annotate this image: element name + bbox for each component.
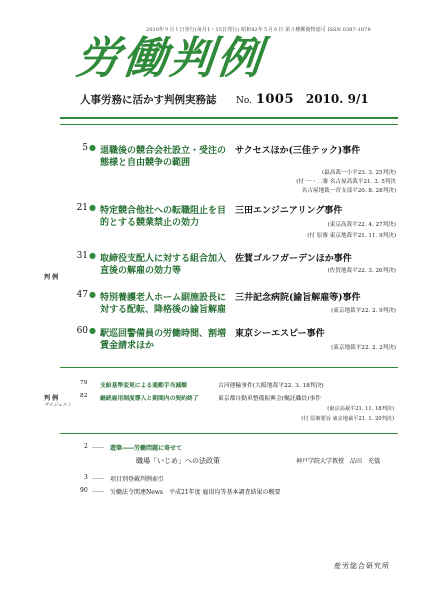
article-page: 21●	[76, 203, 96, 213]
court-info: 名古屋地裁一宮支部平20. 8. 28判決)	[301, 188, 396, 194]
masthead-title: 労働判例	[73, 33, 267, 84]
digest-page: 79	[80, 380, 88, 386]
article-title[interactable]: 退職後の競合会社設立・受注の サクセスほか(三佳テック)事件	[100, 146, 361, 156]
contents-dots: ……	[92, 474, 104, 481]
publisher-name: 産労総合研究所	[334, 562, 390, 570]
article-title-line2: 直後の解雇の効力等	[100, 266, 182, 276]
contents-title[interactable]: 労働法令関連News 平成21年度 雇用均等基本調査結果の概要	[110, 489, 281, 496]
issue-info	[236, 92, 369, 107]
section-label-digest-sub: ダイジェスト	[44, 403, 72, 408]
contents-subtitle: 職場「いじめ」への法政策	[136, 457, 220, 465]
section-label-digest: 判 例	[44, 395, 59, 402]
article-title[interactable]: 特別養護老人ホーム副施設長に 三井記念病院(諭旨解雇等)事件	[100, 293, 361, 303]
issue-number: 1005	[255, 92, 295, 107]
article-title[interactable]: 駅巡回警備員の労働時間、割増 東京シーエスピー事件	[100, 329, 325, 339]
court-info: (付 原審要旨 東京地裁平21. 1. 20判決)	[301, 416, 394, 422]
court-info: (最高裁一小平23. 3. 25判決)	[321, 170, 396, 176]
article-page: 60●	[76, 326, 96, 336]
contents-dots: ……	[92, 443, 104, 450]
header-rule-thin	[60, 124, 398, 125]
tagline: 人事労務に活かす判例実務誌	[80, 94, 217, 106]
court-info: (東京高裁平22. 4. 27判決)	[327, 222, 396, 228]
digest-title[interactable]: 支給基準変更による通勤手当減額	[100, 383, 187, 389]
article-title-line2: 対する配転、降格後の諭旨解雇	[100, 305, 227, 315]
court-info: (付 原審 東京地裁平21. 11. 9判決)	[307, 233, 396, 239]
article-page: 5●	[82, 143, 96, 153]
contents-page: 3	[84, 474, 88, 481]
issue-no-label: No.	[236, 96, 252, 106]
contents-dots: ……	[92, 487, 104, 494]
section-rule	[60, 433, 398, 434]
section-label-hanrei: 判 例	[44, 274, 59, 281]
digest-title[interactable]: 継続雇用制度導入と期間内の契約終了	[100, 396, 199, 402]
article-page: 47●	[76, 290, 96, 300]
court-info: (付 一・二審 名古屋高裁平21. 3. 5判決	[296, 179, 396, 185]
issue-date: 2010. 9/1	[305, 92, 369, 106]
article-title[interactable]: 特定競合他社への転職阻止を目 三田エンジニアリング事件	[100, 206, 343, 216]
court-info: (東京高裁平21. 11. 18判決)	[327, 406, 394, 412]
contents-title[interactable]: 遊筆――労働問題に寄せて	[110, 445, 183, 452]
article-title-line2: 態様と自由競争の範囲	[100, 158, 191, 168]
court-info: (東京地裁平22. 2. 9判決)	[331, 308, 396, 314]
section-rule	[60, 367, 398, 368]
digest-case: 古河運輸事件(大阪地裁平22. 3. 18判決)	[218, 383, 324, 389]
publication-info: 2010年９月１日発行(毎月1・15日発行) 昭和42年５月６日 第３種郵便物認可 ISSN 0387-1878	[146, 27, 371, 33]
article-title[interactable]: 取締役支配人に対する組合加入 佐賀ゴルフガーデンほか事件	[100, 254, 352, 264]
digest-case: 東京都自動車整備振興会(嘱託職員)事件	[218, 396, 322, 402]
article-title-line2: 賃金請求ほか	[100, 341, 155, 351]
contents-title[interactable]: 項目別登載判例索引	[110, 476, 165, 483]
court-info: (東京地裁平22. 2. 2判決)	[331, 345, 396, 351]
article-title-line2: 的とする競業禁止の効力	[100, 218, 200, 228]
contents-page: 2	[84, 443, 88, 450]
digest-page: 82	[80, 393, 88, 399]
article-page: 31●	[76, 251, 96, 261]
contents-page: 90	[80, 487, 88, 494]
header-rule	[60, 117, 398, 119]
court-info: (佐賀地裁平22. 3. 26判決)	[327, 268, 396, 274]
contents-author: 神戸学院大学教授 品田 充儀	[296, 458, 381, 465]
